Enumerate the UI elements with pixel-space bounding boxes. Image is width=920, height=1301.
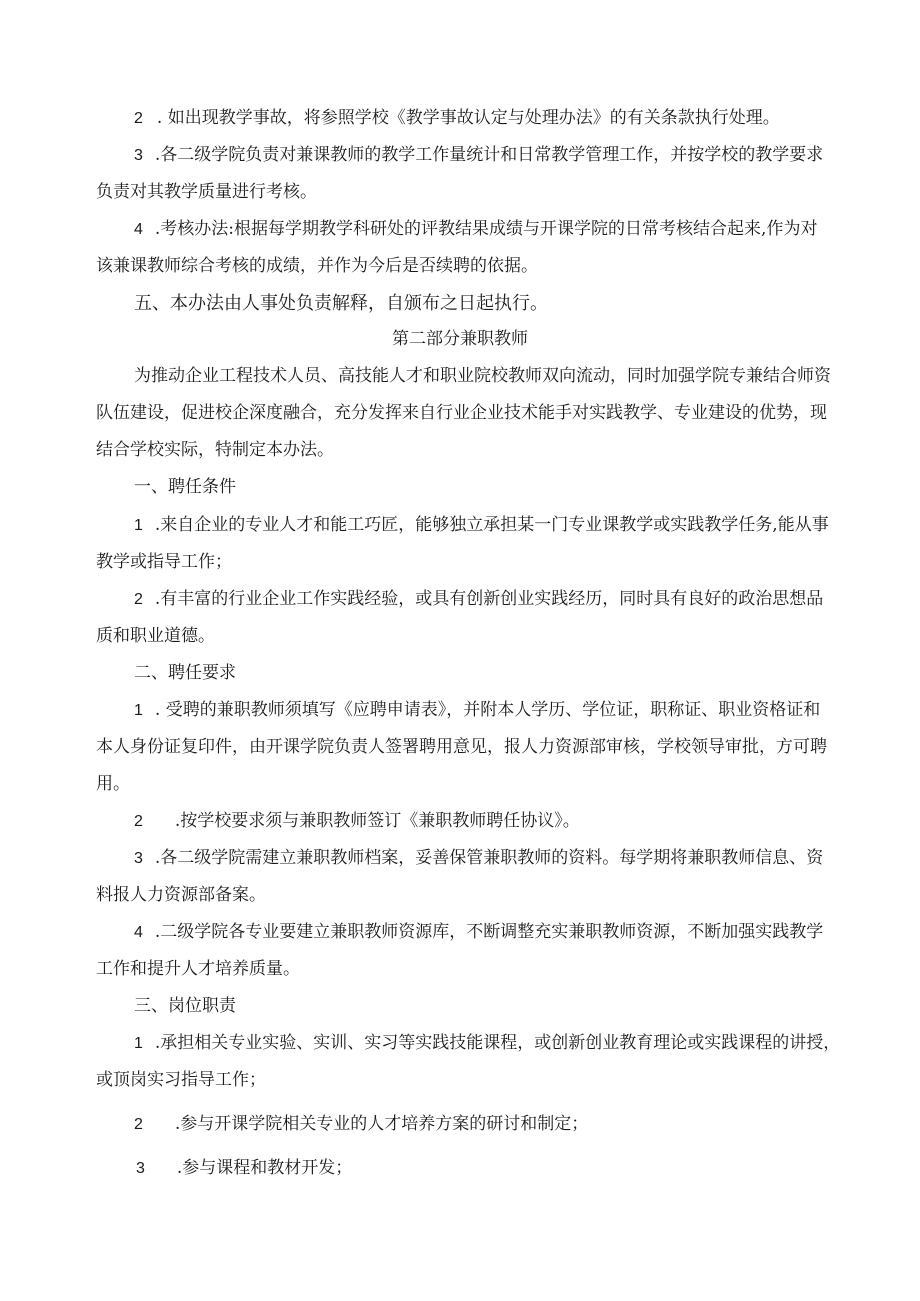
requirement-item-1-line1 bbox=[134, 692, 820, 729]
section-title: 第二部分兼职教师 bbox=[392, 329, 528, 349]
item-number: 3 bbox=[134, 850, 143, 867]
intro-line2: 队伍建设，促进校企深度融合，充分发挥来自行业企业技术能手对实践教学、专业建设的优势，现 bbox=[96, 403, 827, 423]
paragraph-text: .有丰富的行业企业工作实践经验，或具有创新创业实践经历，同时具有良好的政治思想品 bbox=[154, 589, 824, 609]
paragraph-item-4-line2: 该兼课教师综合考核的成绩，并作为今后是否续聘的依据。 bbox=[96, 256, 538, 276]
intro-line3: 结合学校实际，特制定本办法。 bbox=[96, 440, 334, 460]
paragraph-item-3-line1 bbox=[134, 137, 823, 174]
duty-item-2 bbox=[134, 1106, 588, 1143]
requirement-item-3-line1 bbox=[134, 840, 823, 877]
duty-item-1-line2: 或顶岗实习指导工作； bbox=[96, 1070, 266, 1090]
item-number: 2 bbox=[134, 110, 143, 127]
requirement-item-2 bbox=[134, 803, 580, 840]
duty-item-1-line1 bbox=[134, 1025, 840, 1062]
paragraph-text: .考核办法:根据每学期教学科研处的评教结果成绩与开课学院的日常考核结合起来,作为对 bbox=[154, 219, 818, 239]
item-number: 1 bbox=[134, 702, 143, 719]
paragraph-text: .按学校要求须与兼职教师签订《兼职教师聘任协议》。 bbox=[174, 811, 580, 831]
paragraph-item-3-line2: 负责对其教学质量进行考核。 bbox=[96, 182, 317, 202]
closing-article: 五、本办法由人事处负责解释，自颁布之日起执行。 bbox=[134, 293, 548, 314]
paragraph-item-2 bbox=[134, 100, 780, 137]
paragraph-text: .参与课程和教材开发； bbox=[176, 1158, 353, 1178]
item-number: 2 bbox=[134, 591, 143, 608]
heading-requirements: 二、聘任要求 bbox=[134, 663, 236, 683]
paragraph-text: .各二级学院负责对兼课教师的教学工作量统计和日常教学管理工作，并按学校的教学要求 bbox=[154, 145, 824, 165]
paragraph-text: .来自企业的专业人才和能工巧匠，能够独立承担某一门专业课教学或实践教学任务,能从事 bbox=[154, 515, 829, 535]
paragraph-text: .二级学院各专业要建立兼职教师资源库，不断调整充实兼职教师资源，不断加强实践教学 bbox=[154, 922, 824, 942]
heading-duties: 三、岗位职责 bbox=[134, 996, 236, 1016]
requirement-item-1-line3: 用。 bbox=[96, 774, 130, 794]
item-number: 3 bbox=[136, 1160, 145, 1177]
item-number: 4 bbox=[134, 924, 143, 941]
item-number: 2 bbox=[134, 1116, 143, 1133]
item-number: 2 bbox=[134, 813, 143, 830]
item-number: 3 bbox=[134, 147, 143, 164]
paragraph-text: .参与开课学院相关专业的人才培养方案的研讨和制定； bbox=[174, 1114, 589, 1134]
paragraph-text: . 受聘的兼职教师须填写《应聘申请表》，并附本人学历、学位证，职称证、职业资格证和 bbox=[154, 700, 821, 720]
paragraph-item-4-line1 bbox=[134, 211, 817, 248]
item-number: 1 bbox=[134, 517, 143, 534]
condition-item-1-line1 bbox=[134, 507, 829, 544]
condition-item-1-line2: 教学或指导工作； bbox=[96, 552, 232, 572]
requirement-item-3-line2: 料报人力资源部备案。 bbox=[96, 885, 266, 905]
heading-conditions: 一、聘任条件 bbox=[134, 477, 236, 497]
item-number: 1 bbox=[134, 1035, 143, 1052]
paragraph-text: . 如出现教学事故，将参照学校《教学事故认定与处理办法》的有关条款执行处理。 bbox=[156, 108, 780, 128]
requirement-item-1-line2: 本人身份证复印件，由开课学院负责人签署聘用意见，报人力资源部审核，学校领导审批，方可聘 bbox=[96, 737, 827, 757]
duty-item-3 bbox=[136, 1150, 352, 1187]
paragraph-text: .承担相关专业实验、实训、实习等实践技能课程，或创新创业教育理论或实践课程的讲授， bbox=[154, 1033, 841, 1053]
intro-line1: 为推动企业工程技术人员、高技能人才和职业院校教师双向流动，同时加强学院专兼结合师资 bbox=[134, 366, 831, 386]
requirement-item-4-line2: 工作和提升人才培养质量。 bbox=[96, 959, 300, 979]
condition-item-2-line2: 质和职业道德。 bbox=[96, 626, 215, 646]
paragraph-text: .各二级学院需建立兼职教师档案，妥善保管兼职教师的资料。每学期将兼职教师信息、资 bbox=[154, 848, 824, 868]
condition-item-2-line1 bbox=[134, 581, 823, 618]
requirement-item-4-line1 bbox=[134, 914, 823, 951]
item-number: 4 bbox=[134, 221, 143, 238]
